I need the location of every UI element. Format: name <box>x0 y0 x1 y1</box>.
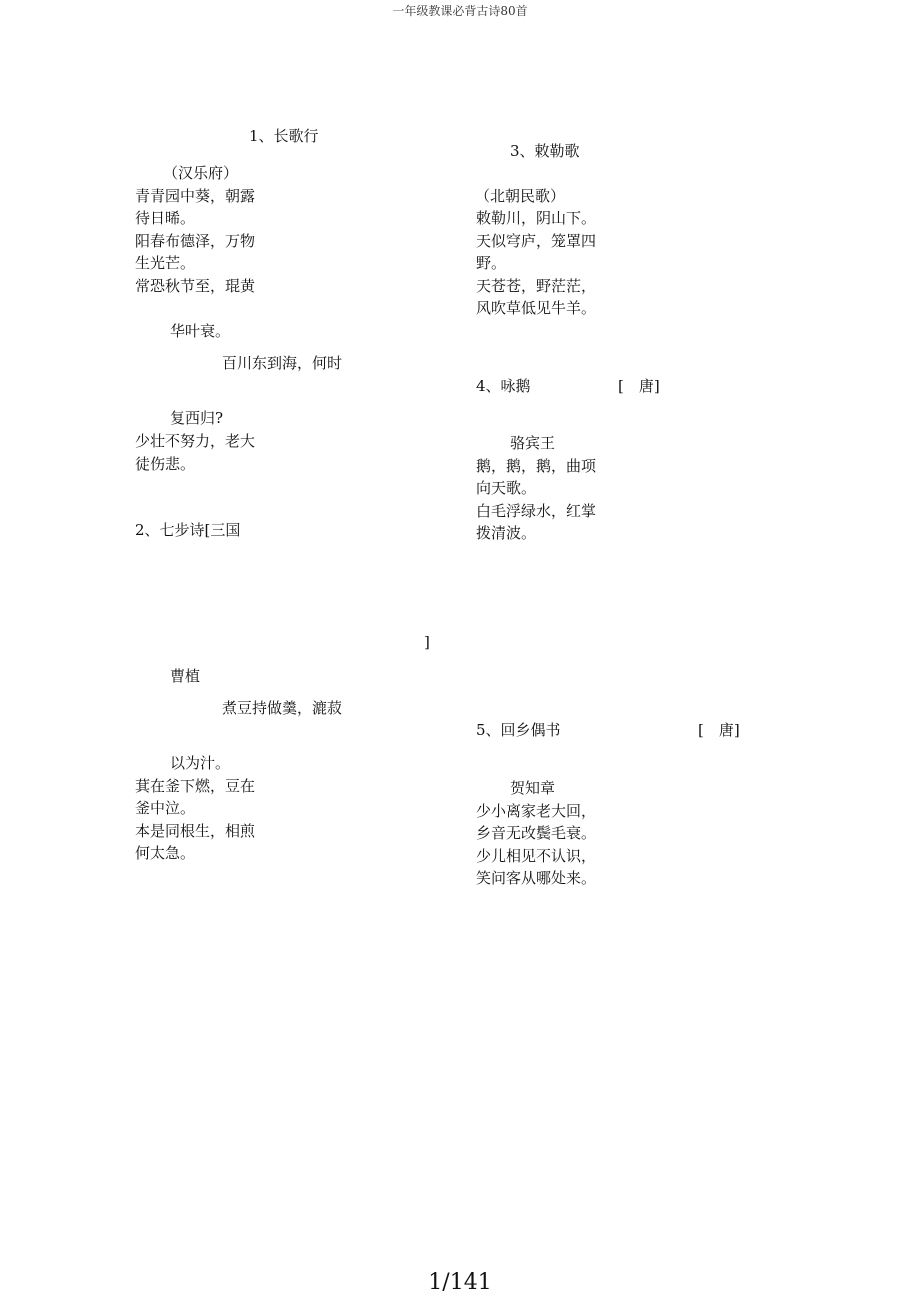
poem-line: 待日晞。 <box>135 209 196 227</box>
poem-line: 少壮不努力，老大 <box>135 432 256 450</box>
poem-title: 3、敕勒歌 <box>510 142 580 160</box>
poem-title: 4、咏鹅 <box>476 377 531 395</box>
poem-line: 天苍苍，野茫茫， <box>476 277 597 295</box>
poem-line: 生光芒。 <box>135 254 196 272</box>
poem-line: 拨清波。 <box>476 524 537 542</box>
poem-line: 阳春布德泽，万物 <box>135 232 256 250</box>
poem-line: 野。 <box>476 254 507 272</box>
poem-line: 青青园中葵，朝露 <box>135 187 256 205</box>
poem-line: 百川东到海，何时 <box>222 354 343 372</box>
poem-title: 1、长歌行 <box>249 127 319 145</box>
poem-dynasty: [ 唐] <box>618 377 660 395</box>
poem-line: 煮豆持做羹，漉菽 <box>222 699 343 717</box>
poem-line: 本是同根生，相煎 <box>135 822 256 840</box>
poem-line: 天似穹庐，笼罩四 <box>476 232 597 250</box>
poem-line: 白毛浮绿水，红掌 <box>476 502 597 520</box>
poem-line: 复西归? <box>170 409 224 427</box>
bracket-mark: ] <box>424 633 430 651</box>
poem-line: 徒伤悲。 <box>135 455 196 473</box>
page-number: 1/141 <box>428 1270 492 1295</box>
poem-line: 向天歌。 <box>476 479 537 497</box>
poem-line: 以为汁。 <box>170 754 231 772</box>
poem-author: 曹植 <box>170 667 201 685</box>
poem-title: 5、回乡偶书 <box>476 721 561 739</box>
poem-author: 贺知章 <box>510 779 556 797</box>
poem-line: 萁在釜下燃，豆在 <box>135 777 256 795</box>
poem-line: 风吹草低见牛羊。 <box>476 299 597 317</box>
poem-line: 常恐秋节至，琨黄 <box>135 277 256 295</box>
poem-line: 鹅，鹅，鹅，曲项 <box>476 457 597 475</box>
poem-author: （北朝民歌） <box>475 187 566 205</box>
poem-dynasty: [ 唐] <box>698 721 740 739</box>
poem-line: 少小离家老大回， <box>476 802 597 820</box>
poem-author: （汉乐府） <box>163 164 239 182</box>
poem-line: 少儿相见不认识， <box>476 847 597 865</box>
poem-line: 敕勒川，阴山下。 <box>476 209 597 227</box>
poem-line: 华叶衰。 <box>170 322 231 340</box>
poem-line: 笑问客从哪处来。 <box>476 869 597 887</box>
poem-title: 2、七步诗[三国 <box>135 521 241 539</box>
poem-line: 乡音无改鬓毛衰。 <box>476 824 597 842</box>
poem-author: 骆宾王 <box>510 434 556 452</box>
page-header: 一年级教课必背古诗80首 <box>392 4 528 18</box>
poem-line: 何太急。 <box>135 844 196 862</box>
poem-line: 釜中泣。 <box>135 799 196 817</box>
